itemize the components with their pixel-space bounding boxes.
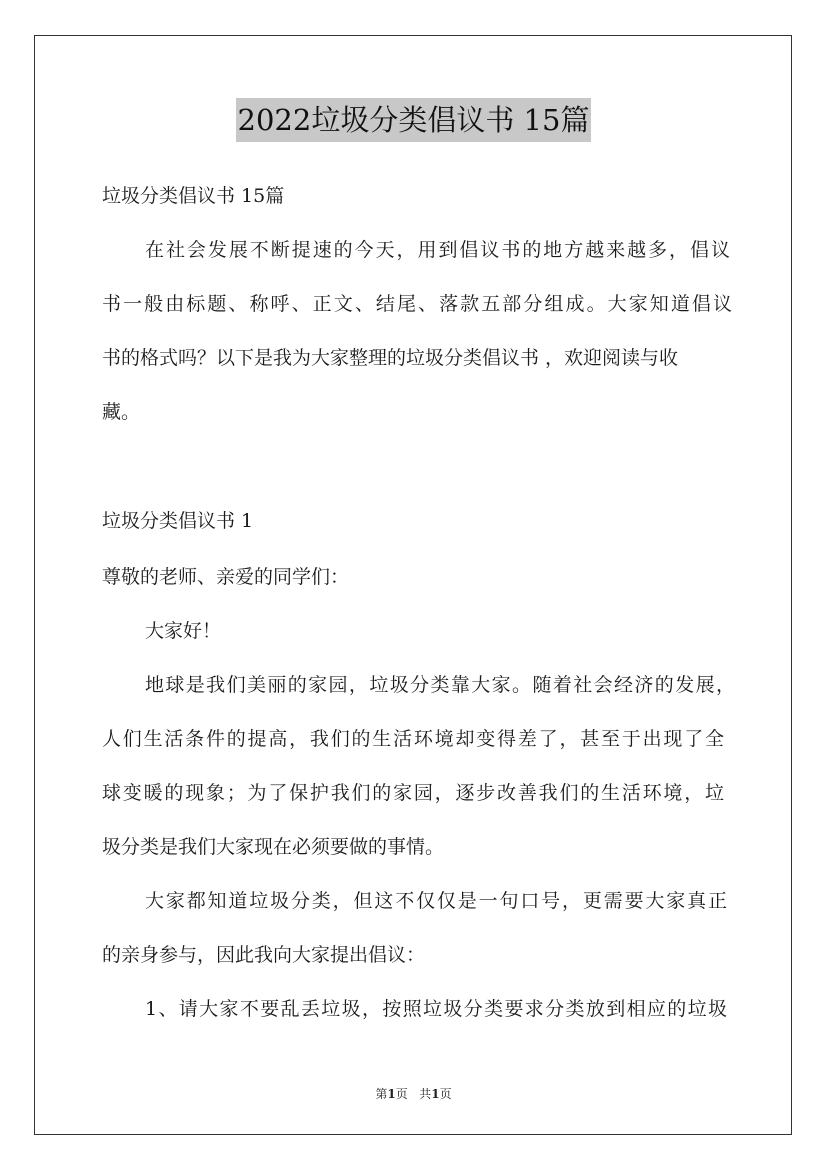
paragraph-line: 书一般由标题、称呼、正文、结尾、落款五部分组成。大家知道倡议 (102, 293, 732, 315)
section-heading: 垃圾分类倡议书 1 (102, 510, 254, 532)
total-label-prefix: 共 (419, 1087, 432, 1101)
page-label-prefix: 第 (375, 1087, 388, 1101)
document-title: 2022垃圾分类倡议书 15篇 (236, 98, 592, 142)
paragraph-line: 圾分类是我们大家现在必须要做的事情。 (102, 836, 445, 858)
paragraph-line: 书的格式吗？以下是我为大家整理的垃圾分类倡议书 ，欢迎阅读与收 (102, 347, 679, 369)
paragraph-line: 的亲身参与，因此我向大家提出倡议： (102, 944, 426, 966)
paragraph-line: 地球是我们美丽的家园，垃圾分类靠大家。随着社会经济的发展， (145, 674, 735, 696)
title-container (0, 98, 827, 142)
total-label-suffix: 页 (439, 1087, 452, 1101)
page-number: 1 (387, 1087, 396, 1101)
paragraph-line: 大家都知道垃圾分类，但这不仅仅是一句口号，更需要大家真正 (145, 890, 727, 912)
paragraph-line: 1、请大家不要乱丢垃圾，按照垃圾分类要求分类放到相应的垃圾 (145, 998, 727, 1020)
greeting: 大家好！ (145, 620, 222, 642)
paragraph-line: 在社会发展不断提速的今天，用到倡议书的地方越来越多，倡议 (145, 239, 730, 261)
page-footer (0, 1085, 827, 1102)
paragraph-line: 球变暖的现象；为了保护我们的家园，逐步改善我们的生活环境，垃 (102, 782, 724, 804)
page-label-suffix: 页 (395, 1087, 408, 1101)
subtitle-line: 垃圾分类倡议书 15篇 (102, 185, 285, 207)
total-pages: 1 (431, 1087, 440, 1101)
paragraph-line: 藏。 (102, 401, 141, 423)
salutation: 尊敬的老师、亲爱的同学们： (102, 566, 350, 588)
paragraph-line: 人们生活条件的提高，我们的生活环境却变得差了，甚至于出现了全 (102, 728, 724, 750)
